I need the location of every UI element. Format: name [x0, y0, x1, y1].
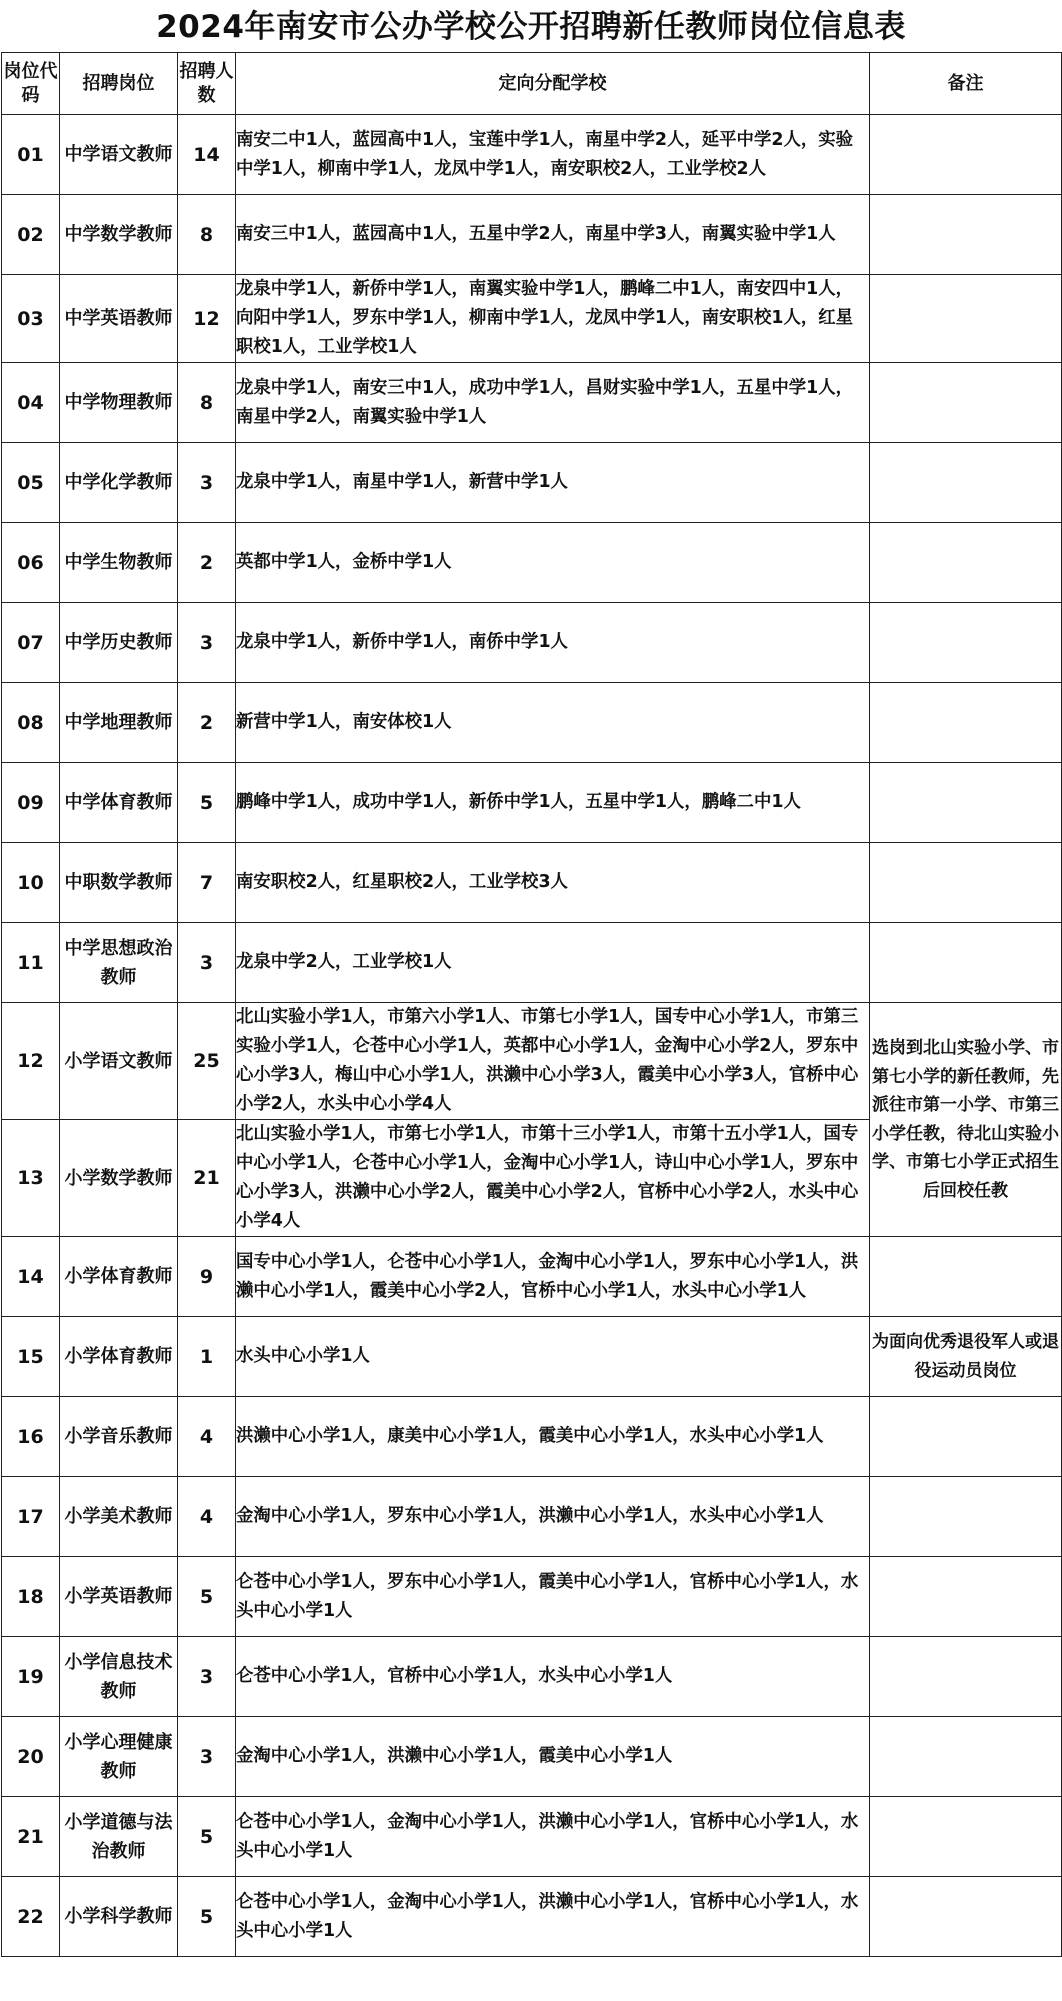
code-cell: 17 [2, 1477, 60, 1557]
note-cell: 选岗到北山实验小学、市第七小学的新任教师，先派往市第一小学、市第三小学任教，待北山实验小学、市第七小学正式招生后回校任教 [870, 1003, 1062, 1237]
table-row [2, 763, 1062, 843]
table-row [2, 1877, 1062, 1957]
count-cell: 8 [178, 363, 236, 443]
post-cell: 中学体育教师 [60, 763, 178, 843]
code-cell: 07 [2, 603, 60, 683]
schools-cell: 英都中学1人，金桥中学1人 [236, 523, 870, 603]
count-cell: 3 [178, 443, 236, 523]
note-cell [870, 1557, 1062, 1637]
count-cell: 2 [178, 523, 236, 603]
note-cell [870, 1797, 1062, 1877]
table-header-row [2, 53, 1062, 115]
positions-table [1, 52, 1062, 1957]
schools-cell: 金淘中心小学1人，洪濑中心小学1人，霞美中心小学1人 [236, 1717, 870, 1797]
schools-cell: 鹏峰中学1人，成功中学1人，新侨中学1人，五星中学1人，鹏峰二中1人 [236, 763, 870, 843]
code-cell: 08 [2, 683, 60, 763]
note-cell [870, 363, 1062, 443]
code-cell: 09 [2, 763, 60, 843]
code-cell: 22 [2, 1877, 60, 1957]
code-cell: 05 [2, 443, 60, 523]
code-cell: 11 [2, 923, 60, 1003]
count-cell: 3 [178, 603, 236, 683]
count-cell: 1 [178, 1317, 236, 1397]
schools-cell: 金淘中心小学1人，罗东中心小学1人，洪濑中心小学1人，水头中心小学1人 [236, 1477, 870, 1557]
schools-cell: 仑苍中心小学1人，金淘中心小学1人，洪濑中心小学1人，官桥中心小学1人，水头中心小学1人 [236, 1877, 870, 1957]
count-cell: 5 [178, 1557, 236, 1637]
table-row [2, 1397, 1062, 1477]
schools-cell: 仑苍中心小学1人，金淘中心小学1人，洪濑中心小学1人，官桥中心小学1人，水头中心小学1人 [236, 1797, 870, 1877]
schools-cell: 北山实验小学1人，市第七小学1人，市第十三小学1人，市第十五小学1人，国专中心小学1人，仑苍中心小学1人，金淘中心小学1人，诗山中心小学1人，罗东中心小学3人，洪濑中心小学2人，霞美中心小学2人，官桥中心小学2人，水头中心小学4人 [236, 1120, 870, 1237]
post-cell: 中学语文教师 [60, 115, 178, 195]
note-cell [870, 523, 1062, 603]
schools-cell: 南安职校2人，红星职校2人，工业学校3人 [236, 843, 870, 923]
code-cell: 03 [2, 275, 60, 363]
table-row [2, 1557, 1062, 1637]
note-cell [870, 763, 1062, 843]
table-row [2, 843, 1062, 923]
schools-cell: 龙泉中学1人，新侨中学1人，南侨中学1人 [236, 603, 870, 683]
note-cell [870, 195, 1062, 275]
post-cell: 中学地理教师 [60, 683, 178, 763]
table-row [2, 195, 1062, 275]
post-cell: 中学思想政治教师 [60, 923, 178, 1003]
code-cell: 18 [2, 1557, 60, 1637]
page-title: 2024年南安市公办学校公开招聘新任教师岗位信息表 [156, 9, 906, 45]
post-cell: 小学科学教师 [60, 1877, 178, 1957]
note-cell [870, 1717, 1062, 1797]
table-row [2, 1317, 1062, 1397]
note-cell [870, 603, 1062, 683]
post-cell: 中学历史教师 [60, 603, 178, 683]
note-cell [870, 275, 1062, 363]
header-count: 招聘人数 [178, 53, 236, 115]
code-cell: 12 [2, 1003, 60, 1120]
code-cell: 15 [2, 1317, 60, 1397]
table-row [2, 1637, 1062, 1717]
count-cell: 21 [178, 1120, 236, 1237]
header-post: 招聘岗位 [60, 53, 178, 115]
post-cell: 小学语文教师 [60, 1003, 178, 1120]
table-row [2, 1477, 1062, 1557]
note-cell [870, 1397, 1062, 1477]
code-cell: 01 [2, 115, 60, 195]
schools-cell: 新营中学1人，南安体校1人 [236, 683, 870, 763]
post-cell: 小学美术教师 [60, 1477, 178, 1557]
table-body [2, 115, 1062, 1957]
schools-cell: 北山实验小学1人，市第六小学1人、市第七小学1人，国专中心小学1人，市第三实验小学1人，仑苍中心小学1人，英都中心小学1人，金淘中心小学2人，罗东中心小学3人，梅山中心小学1人，洪濑中心小学3人，霞美中心小学3人，官桥中心小学2人，水头中心小学4人 [236, 1003, 870, 1120]
code-cell: 14 [2, 1237, 60, 1317]
schools-cell: 水头中心小学1人 [236, 1317, 870, 1397]
table-row [2, 115, 1062, 195]
code-cell: 10 [2, 843, 60, 923]
table-row [2, 1237, 1062, 1317]
count-cell: 14 [178, 115, 236, 195]
count-cell: 12 [178, 275, 236, 363]
post-cell: 小学英语教师 [60, 1557, 178, 1637]
table-row [2, 923, 1062, 1003]
count-cell: 7 [178, 843, 236, 923]
count-cell: 3 [178, 923, 236, 1003]
table-row [2, 603, 1062, 683]
header-schools: 定向分配学校 [236, 53, 870, 115]
note-cell: 为面向优秀退役军人或退役运动员岗位 [870, 1317, 1062, 1397]
header-note: 备注 [870, 53, 1062, 115]
count-cell: 5 [178, 1877, 236, 1957]
table-row [2, 523, 1062, 603]
count-cell: 2 [178, 683, 236, 763]
schools-cell: 南安二中1人，蓝园高中1人，宝莲中学1人，南星中学2人，延平中学2人，实验中学1人，柳南中学1人，龙凤中学1人，南安职校2人，工业学校2人 [236, 115, 870, 195]
post-cell: 中学化学教师 [60, 443, 178, 523]
note-cell [870, 1477, 1062, 1557]
note-cell [870, 923, 1062, 1003]
code-cell: 02 [2, 195, 60, 275]
count-cell: 8 [178, 195, 236, 275]
post-cell: 中学生物教师 [60, 523, 178, 603]
schools-cell: 洪濑中心小学1人，康美中心小学1人，霞美中心小学1人，水头中心小学1人 [236, 1397, 870, 1477]
post-cell: 中职数学教师 [60, 843, 178, 923]
table-row [2, 1717, 1062, 1797]
table-row [2, 683, 1062, 763]
note-cell [870, 1237, 1062, 1317]
code-cell: 06 [2, 523, 60, 603]
note-cell [870, 443, 1062, 523]
count-cell: 3 [178, 1717, 236, 1797]
header-code: 岗位代码 [2, 53, 60, 115]
schools-cell: 龙泉中学1人，南安三中1人，成功中学1人，昌财实验中学1人，五星中学1人，南星中学2人，南翼实验中学1人 [236, 363, 870, 443]
code-cell: 16 [2, 1397, 60, 1477]
table-row [2, 1003, 1062, 1120]
code-cell: 13 [2, 1120, 60, 1237]
post-cell: 小学体育教师 [60, 1237, 178, 1317]
note-cell [870, 683, 1062, 763]
schools-cell: 仑苍中心小学1人，官桥中心小学1人，水头中心小学1人 [236, 1637, 870, 1717]
post-cell: 中学数学教师 [60, 195, 178, 275]
schools-cell: 龙泉中学1人，南星中学1人，新营中学1人 [236, 443, 870, 523]
note-cell [870, 1877, 1062, 1957]
post-cell: 中学物理教师 [60, 363, 178, 443]
post-cell: 小学数学教师 [60, 1120, 178, 1237]
code-cell: 20 [2, 1717, 60, 1797]
code-cell: 04 [2, 363, 60, 443]
count-cell: 4 [178, 1397, 236, 1477]
post-cell: 中学英语教师 [60, 275, 178, 363]
post-cell: 小学信息技术教师 [60, 1637, 178, 1717]
table-row [2, 275, 1062, 363]
table-row [2, 1797, 1062, 1877]
count-cell: 4 [178, 1477, 236, 1557]
table-row [2, 443, 1062, 523]
schools-cell: 龙泉中学1人，新侨中学1人，南翼实验中学1人，鹏峰二中1人，南安四中1人，向阳中学1人，罗东中学1人，柳南中学1人，龙凤中学1人，南安职校1人，红星职校1人，工业学校1人 [236, 275, 870, 363]
schools-cell: 龙泉中学2人，工业学校1人 [236, 923, 870, 1003]
count-cell: 9 [178, 1237, 236, 1317]
post-cell: 小学音乐教师 [60, 1397, 178, 1477]
count-cell: 5 [178, 1797, 236, 1877]
count-cell: 3 [178, 1637, 236, 1717]
post-cell: 小学心理健康教师 [60, 1717, 178, 1797]
table-row [2, 363, 1062, 443]
schools-cell: 南安三中1人，蓝园高中1人，五星中学2人，南星中学3人，南翼实验中学1人 [236, 195, 870, 275]
count-cell: 5 [178, 763, 236, 843]
count-cell: 25 [178, 1003, 236, 1120]
code-cell: 21 [2, 1797, 60, 1877]
post-cell: 小学体育教师 [60, 1317, 178, 1397]
note-cell [870, 1637, 1062, 1717]
code-cell: 19 [2, 1637, 60, 1717]
schools-cell: 仑苍中心小学1人，罗东中心小学1人，霞美中心小学1人，官桥中心小学1人，水头中心小学1人 [236, 1557, 870, 1637]
note-cell [870, 843, 1062, 923]
post-cell: 小学道德与法治教师 [60, 1797, 178, 1877]
note-cell [870, 115, 1062, 195]
schools-cell: 国专中心小学1人，仑苍中心小学1人，金淘中心小学1人，罗东中心小学1人，洪濑中心小学1人，霞美中心小学2人，官桥中心小学1人，水头中心小学1人 [236, 1237, 870, 1317]
